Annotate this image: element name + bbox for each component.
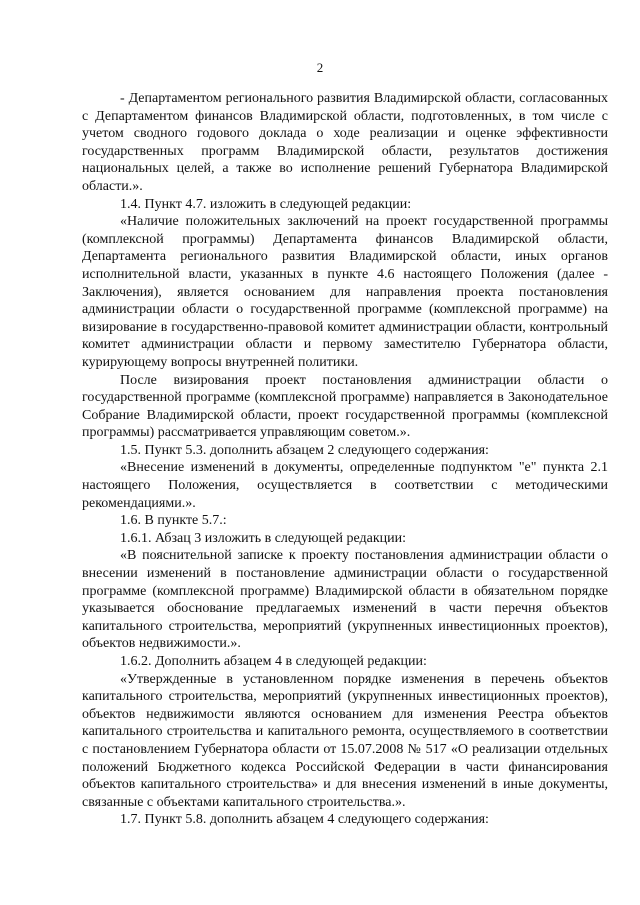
paragraph-item-1-4: 1.4. Пункт 4.7. изложить в следующей редакции:: [120, 196, 412, 212]
paragraph-quote-explanatory-note: «В пояснительной записке к проекту постановления администрации области о внесении изменений в постановление администрации области о государственной программе (комплексной программе) Владимирской области в обязательном порядке указывается обоснование предлагаемых изменений в части перечня объектов капитального строительства, мероприятий (укрупненных инвестиционных проектов), объектов недвижимости.».: [82, 548, 608, 652]
paragraph-item-1-5: 1.5. Пункт 5.3. дополнить абзацем 2 следующего содержания:: [120, 442, 489, 458]
page-number: 2: [316, 60, 324, 75]
paragraph-item-1-7: 1.7. Пункт 5.8. дополнить абзацем 4 следующего содержания:: [120, 812, 489, 828]
paragraph-quote-approved-changes: «Утвержденные в установленном порядке изменения в перечень объектов капитального строительства, мероприятий (укрупненных инвестиционных проектов), объектов недвижимости являются основанием для изменения Реестра объектов капитального строительства и капитального ремонта, осуществляемого в соответствии с постановлением Губернатора области от 15.07.2008 № 517 «О реализации отдельных положений Бюджетного кодекса Российской Федерации в части финансирования объектов капитального строительства» и для внесения изменений в иные документы, связанные с объектами капитального строительства.».: [82, 671, 608, 810]
paragraph-quote-5-3: «Внесение изменений в документы, определенные подпунктом "е" пункта 2.1 настоящего Положения, осуществляется в соответствии с методическими рекомендациями.».: [82, 460, 608, 511]
paragraph-item-1-6: 1.6. В пункте 5.7.:: [120, 513, 227, 529]
paragraph-after-vising: После визирования проект постановления администрации области о государственной программе (комплексной программе) направляется в Законодательное Собрание Владимирской области, проект государственной программы (комплексной программы) рассматривается управляющим советом.».: [82, 372, 608, 441]
paragraph-item-1-6-2: 1.6.2. Дополнить абзацем 4 в следующей редакции:: [120, 654, 427, 669]
paragraph-department-continuation: - Департаментом регионального развития Владимирской области, согласованных с Департаментом финансов Владимирской области, подготовленных, в том числе с учетом сводного годового доклада о ходе реализации и оценке эффективности государственных программ Владимирской области, результатов достижения национальных целей, а также во исполнение решений Губернатора Владимирской области.».: [82, 91, 608, 194]
document-body: [82, 90, 608, 829]
paragraph-quote-4-7: «Наличие положительных заключений на проект государственной программы (комплексной программы) Департамента финансов Владимирской области, Департамента регионального развития Владимирской области, иных органов исполнительной власти, указанных в пункте 4.6 настоящего Положения (далее - Заключения), является основанием для направления проекта постановления администрации области о государственной программе (комплексной программе) на визирование в государственно-правовой комитет администрации области, контрольный комитет администрации области и первому заместителю Губернатора области, курирующему вопросы внутренней политики.: [82, 214, 608, 370]
paragraph-item-1-6-1: 1.6.1. Абзац 3 изложить в следующей редакции:: [120, 530, 407, 546]
